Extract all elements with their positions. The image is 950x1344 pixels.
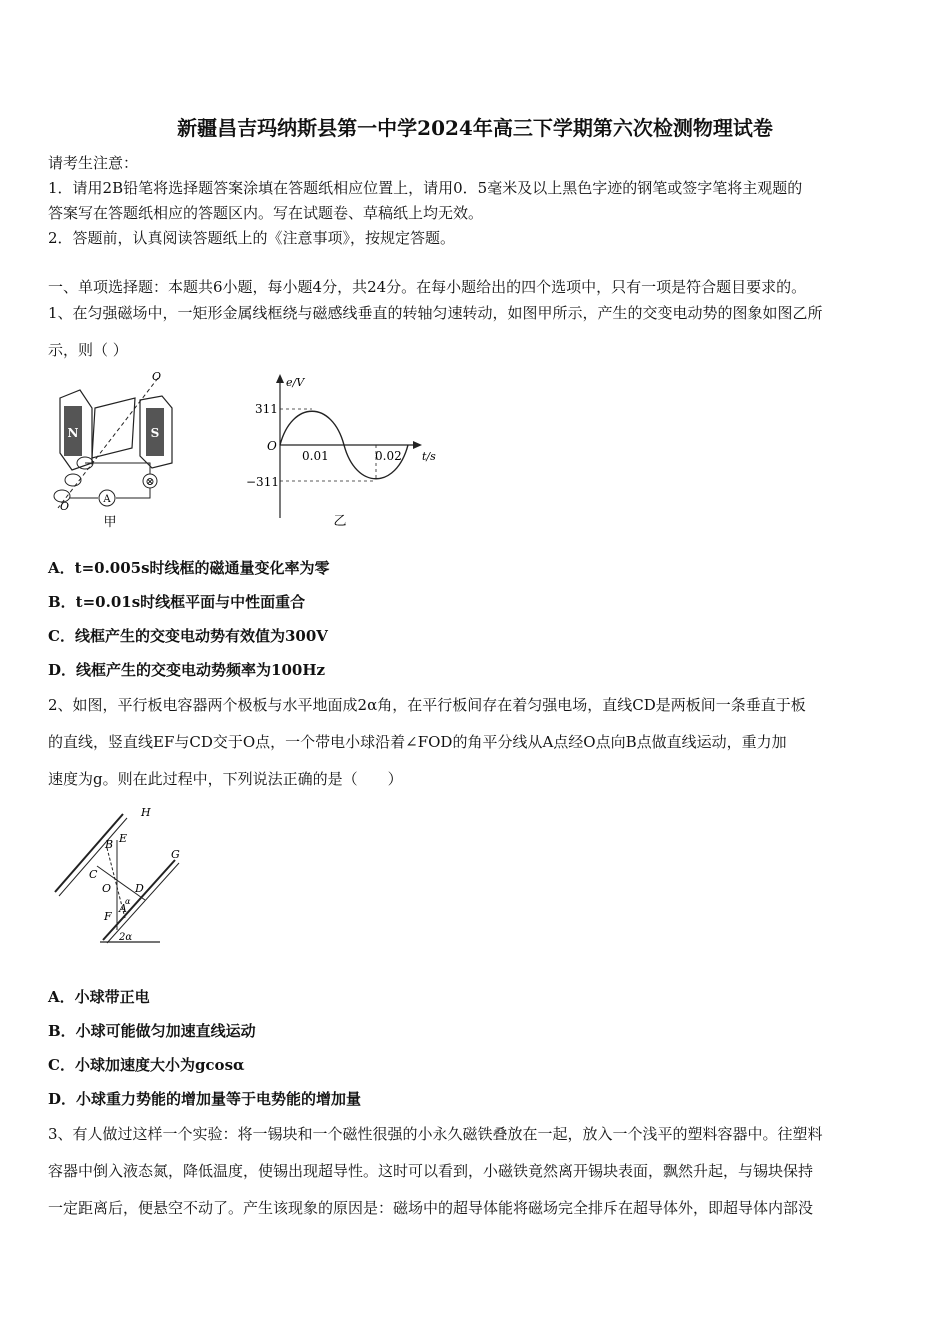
y-max-label: 311 [255, 402, 278, 416]
right-plate-edge [107, 863, 179, 943]
q2-line-2: 的直线，竖直线EF与CD交于O点，一个带电小球沿着∠FOD的角平分线从A点经O点向B点做直线运动，重力加 [48, 733, 787, 751]
x-axis-label: t/s [422, 450, 436, 463]
x-axis-arrow [413, 441, 422, 449]
origin-label: O [267, 439, 277, 453]
q1-line-2: 示，则（ ） [48, 341, 128, 359]
q3-line-3: 一定距离后，便悬空不动了。产生该现象的原因是：磁场中的超导体能将磁场完全排斥在超导体外，即超导体内部没 [48, 1199, 814, 1217]
slip-ring-2 [65, 474, 81, 486]
q2-option-c[interactable]: C．小球加速度大小为gcosα [48, 1056, 245, 1074]
q3-line-1: 3、有人做过这样一个实验：将一锡块和一个磁性很强的小永久磁铁叠放在一起，放入一个浅平的塑料容器中。往塑料 [48, 1125, 823, 1143]
q1-option-d[interactable]: D．线框产生的交变电动势频率为100Hz [48, 661, 326, 679]
notice-heading: 请考生注意： [48, 154, 139, 172]
label-ammeter: A [103, 494, 111, 505]
q2-figure-capacitor [45, 800, 205, 950]
label-d: D [135, 882, 144, 895]
circuit-wire-top [85, 463, 150, 498]
label-f: F [104, 910, 112, 923]
y-min-label: −311 [246, 475, 279, 489]
y-axis-arrow [276, 374, 284, 383]
label-b: B [105, 838, 114, 851]
label-o: O [102, 882, 112, 895]
label-h: H [141, 806, 151, 819]
label-alpha: α [125, 897, 131, 906]
q2-option-b[interactable]: B．小球可能做匀加速直线运动 [48, 1022, 256, 1040]
tick-label-2: 0.02 [375, 449, 402, 463]
q1-option-a[interactable]: A．t=0.005s时线框的磁通量变化率为零 [48, 559, 330, 577]
y-axis-label: e/V [286, 376, 305, 389]
q1-figure-graph [240, 370, 440, 530]
label-e: E [119, 832, 128, 845]
notice-line-2: 答案写在答题纸相应的答题区内。写在试题卷、草稿纸上均无效。 [48, 204, 484, 222]
q2-option-a[interactable]: A．小球带正电 [48, 988, 150, 1006]
tick-label-1: 0.01 [302, 449, 329, 463]
label-s: S [150, 426, 160, 440]
label-o-top: O [152, 370, 162, 383]
label-n: N [67, 426, 79, 440]
q1-option-c[interactable]: C．线框产生的交变电动势有效值为300V [48, 627, 328, 645]
q1-option-b[interactable]: B．t=0.01s时线框平面与中性面重合 [48, 593, 306, 611]
figure-label-yi: 乙 [333, 514, 347, 529]
q3-line-2: 容器中倒入液态氮，降低温度，使锡出现超导性。这时可以看到，小磁铁竟然离开锡块表面，飘然升起，与锡块保持 [48, 1162, 814, 1180]
q2-line-1: 2、如图，平行板电容器两个极板与水平地面成2α角，在平行板间存在着匀强电场，直线CD是两板间一条垂直于板 [48, 696, 806, 714]
coil [92, 398, 135, 458]
q2-option-d[interactable]: D．小球重力势能的增加量等于电势能的增加量 [48, 1090, 362, 1108]
label-o-bottom: O [60, 500, 70, 513]
label-g: G [171, 848, 180, 861]
label-a: A [119, 902, 127, 915]
right-plate [103, 860, 175, 940]
label-c: C [89, 868, 98, 881]
section-heading: 一、单项选择题：本题共6小题，每小题4分，共24分。在每小题给出的四个选项中，只有一项是符合题目要求的。 [48, 278, 807, 296]
lamp-symbol: ⊗ [145, 475, 155, 488]
label-2alpha: 2α [119, 932, 133, 943]
page-title: 新疆昌吉玛纳斯县第一中学2024年高三下学期第六次检测物理试卷 [177, 116, 773, 140]
notice-line-1: 1．请用2B铅笔将选择题答案涂填在答题纸相应位置上，请用0．5毫米及以上黑色字迹的钢笔或签字笔将主观题的 [48, 179, 803, 197]
q2-line-3: 速度为g。则在此过程中，下列说法正确的是（ ） [48, 770, 403, 788]
q1-figure-generator [40, 368, 180, 533]
q1-line-1: 1、在匀强磁场中，一矩形金属线框绕与磁感线垂直的转轴匀速转动，如图甲所示，产生的交变电动势的图象如图乙所 [48, 304, 823, 322]
figure-label-jia: 甲 [103, 515, 117, 530]
notice-line-3: 2．答题前，认真阅读答题纸上的《注意事项》，按规定答题。 [48, 229, 456, 247]
